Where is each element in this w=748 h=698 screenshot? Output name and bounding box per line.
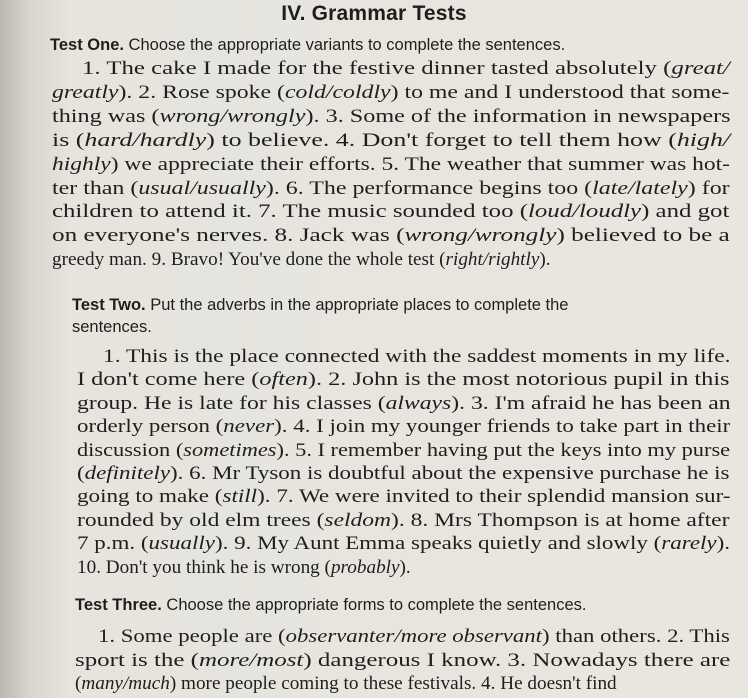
text-segment: ). 8. Mrs Thompson is at home after — [391, 509, 730, 531]
text-segment: ) to me and I understood that some- — [390, 81, 730, 103]
text-segment: discussion ( — [77, 439, 184, 461]
text-line — [77, 369, 730, 391]
italic-option: observanter/more observant — [285, 626, 542, 647]
test-two-heading — [72, 296, 569, 315]
italic-option: greatly — [52, 81, 119, 103]
text-line — [75, 673, 617, 695]
italic-option: definitely — [84, 463, 171, 484]
text-segment: ) more people coming to these festivals. 4. He doesn't find — [169, 673, 617, 695]
text-line — [52, 178, 730, 200]
italic-option: highly — [52, 153, 111, 175]
text-segment: ) for — [687, 177, 730, 199]
text-line — [52, 249, 551, 271]
text-line — [52, 130, 730, 152]
text-segment: ). 9. My Aunt Emma speaks quietly and slowly ( — [214, 533, 662, 555]
italic-option: still — [222, 486, 258, 508]
text-line — [52, 225, 730, 247]
italic-option: hard/hardly — [84, 129, 207, 151]
text-segment: ). — [399, 556, 411, 578]
italic-option: loud/loudly — [527, 201, 642, 223]
test-two-label: Test Two. — [72, 296, 146, 314]
text-segment: ). 6. The performance begins too ( — [265, 177, 593, 199]
text-segment: ). 2. Rose spoke ( — [118, 81, 285, 103]
text-segment: 1. This is the place connected with the saddest moments in my life. — [103, 346, 731, 367]
text-segment: rounded by old elm trees ( — [77, 509, 325, 531]
text-segment: ter than ( — [52, 177, 139, 199]
text-line — [52, 82, 729, 104]
text-segment: ). — [539, 249, 551, 271]
italic-option: probably — [330, 556, 400, 578]
text-segment: ). 2. John is the most notorious pupil in this — [307, 369, 730, 391]
text-line — [103, 346, 730, 368]
italic-option: often — [259, 369, 308, 391]
text-segment: ). — [716, 533, 731, 555]
italic-option: wrong/wrongly — [404, 225, 557, 247]
text-line — [77, 440, 730, 462]
test-two-instruction-cont: sentences. — [72, 318, 152, 336]
text-segment: ) we appreciate their efforts. 5. The weather that summer was hot- — [110, 153, 730, 175]
text-line — [77, 393, 731, 415]
text-line — [77, 533, 730, 555]
text-segment: ). 6. Mr Tyson is doubtful about the expensive purchase he is — [170, 463, 730, 484]
text-segment: ). 5. I remember having put the keys into my purse — [276, 439, 731, 461]
italic-option: many/much — [81, 673, 170, 695]
text-line — [98, 626, 730, 648]
italic-option: more/most — [198, 649, 304, 671]
text-segment: is ( — [52, 129, 85, 151]
italic-option: sometimes — [183, 439, 277, 461]
text-segment: I don't come here ( — [77, 369, 260, 391]
test-three-instruction: Choose the appropriate forms to complete the sentences. — [161, 596, 587, 614]
text-segment: children to attend it. 7. The music sounded too ( — [52, 201, 528, 223]
text-segment: thing was ( — [52, 105, 160, 127]
text-segment: ) dangerous I know. 3. Nowadays there are — [303, 649, 731, 671]
italic-option: great/ — [671, 58, 730, 79]
test-three-label: Test Three. — [75, 596, 162, 614]
text-line — [82, 58, 730, 80]
text-line — [52, 201, 729, 223]
text-segment: 1. The cake I made for the festive dinner tasted absolutely ( — [82, 58, 672, 79]
italic-option: usual/usually — [138, 177, 266, 199]
test-two-instruction: Put the adverbs in the appropriate places to complete the — [145, 296, 569, 314]
text-line — [77, 486, 731, 508]
italic-option: high/ — [676, 129, 731, 151]
text-line — [77, 557, 411, 579]
text-segment: ). 7. We were invited to their splendid mansion sur- — [257, 486, 731, 508]
text-line — [77, 463, 729, 485]
text-segment: ). 4. I join my younger friends to take part in their — [274, 416, 731, 438]
text-segment: sport is the ( — [75, 649, 199, 671]
text-segment: ). 3. I'm afraid he has been an — [451, 392, 731, 414]
italic-option: cold/coldly — [284, 81, 391, 103]
test-one-heading — [50, 36, 565, 55]
text-line — [52, 154, 730, 176]
text-line — [77, 416, 730, 438]
italic-option: wrong/wrongly — [159, 105, 306, 127]
text-line — [52, 106, 731, 128]
text-segment: ( — [75, 673, 82, 695]
text-line — [75, 650, 730, 672]
text-segment: 10. Don't you think he is wrong ( — [77, 556, 331, 578]
italic-option: rarely — [661, 533, 717, 555]
test-one-instruction: Choose the appropriate variants to complete the sentences. — [123, 36, 566, 54]
text-segment: going to make ( — [77, 486, 223, 508]
text-segment: greedy man. 9. Bravo! You've done the whole test ( — [52, 249, 446, 271]
test-three-heading — [75, 596, 586, 615]
text-segment: ). 3. Some of the information in newspapers — [305, 105, 731, 127]
text-segment: ( — [77, 463, 85, 484]
italic-option: late/lately — [592, 177, 688, 199]
italic-option: right/rightly — [445, 249, 540, 271]
test-one-label: Test One. — [50, 36, 124, 54]
italic-option: never — [223, 416, 275, 438]
italic-option: seldom — [324, 509, 392, 531]
text-segment: orderly person ( — [77, 416, 224, 438]
text-segment: on everyone's nerves. 8. Jack was ( — [52, 225, 405, 247]
italic-option: usually — [148, 533, 215, 555]
text-segment: ) and got — [641, 201, 730, 223]
text-segment: 7 p.m. ( — [77, 533, 149, 555]
text-segment: ) to believe. 4. Don't forget to tell them how ( — [206, 129, 677, 151]
text-segment: ) than others. 2. This — [541, 626, 730, 647]
italic-option: always — [385, 392, 452, 414]
chapter-title: IV. Grammar Tests — [281, 2, 467, 25]
text-segment: group. He is late for his classes ( — [77, 392, 386, 414]
text-line — [77, 510, 729, 532]
text-segment: ) believed to be a — [556, 225, 730, 247]
text-segment: 1. Some people are ( — [98, 626, 286, 647]
